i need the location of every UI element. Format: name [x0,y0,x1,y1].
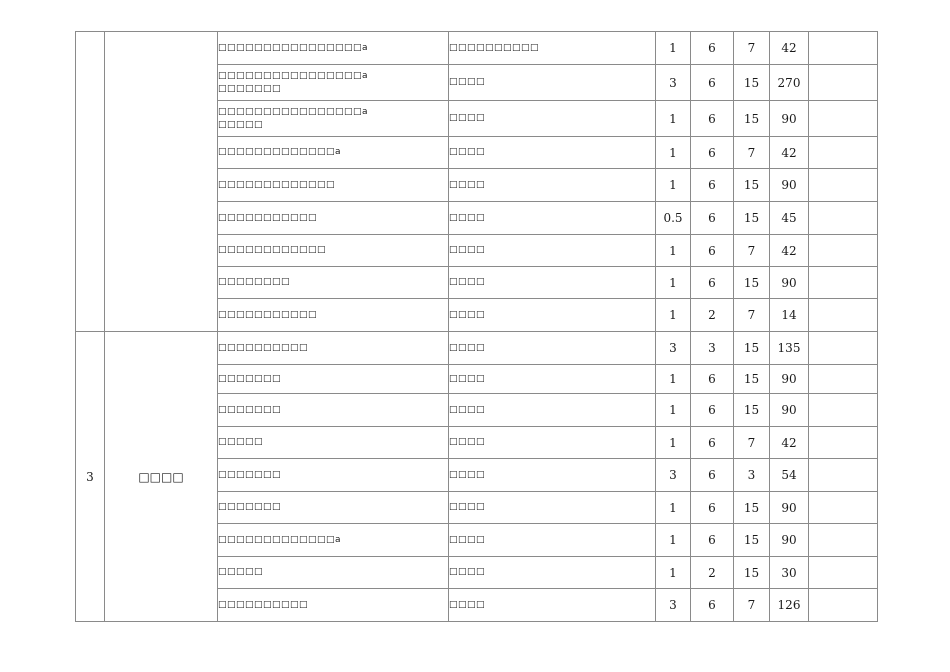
value-b-cell: 6 [691,394,734,427]
group-number-cell [76,32,105,332]
value-b-cell: 2 [691,557,734,589]
value-a-cell: 1 [656,365,691,394]
item-cell [218,101,449,137]
item-cell [218,459,449,492]
score-cell: 45 [770,202,809,235]
item-cell [218,299,449,332]
note-cell [809,202,878,235]
item-text: □□□□□□□□ [218,277,291,287]
value-a-cell: 1 [656,267,691,299]
requirement-cell: □□□□ [449,427,656,459]
note-cell [809,427,878,459]
score-cell: 90 [770,524,809,557]
value-b-cell: 6 [691,492,734,524]
item-cell [218,332,449,365]
item-text: □□□□□□□□□□□ [218,309,318,320]
value-b-cell: 6 [691,589,734,622]
requirement-cell: □□□□ [449,299,656,332]
value-b-cell: 6 [691,65,734,101]
note-cell [809,459,878,492]
value-c-cell: 15 [734,169,770,202]
note-cell [809,365,878,394]
item-text: □□□□□□□□□□□□□□□□a □□□□□ [218,106,369,130]
item-cell [218,65,449,101]
requirement-cell: □□□□ [449,394,656,427]
requirement-cell: □□□□ [449,267,656,299]
score-cell: 54 [770,459,809,492]
score-cell: 90 [770,365,809,394]
score-cell: 90 [770,267,809,299]
value-a-cell: 1 [656,169,691,202]
note-cell [809,394,878,427]
group-number-cell: 3 [76,332,105,622]
value-a-cell: 3 [656,65,691,101]
value-a-cell: 1 [656,32,691,65]
item-cell [218,235,449,267]
note-cell [809,169,878,202]
value-b-cell: 6 [691,202,734,235]
score-cell: 42 [770,32,809,65]
value-a-cell: 1 [656,299,691,332]
note-cell [809,32,878,65]
note-cell [809,235,878,267]
item-cell [218,32,449,65]
item-text: □□□□□□□ [218,469,282,480]
requirement-cell: □□□□ [449,169,656,202]
value-a-cell: 1 [656,235,691,267]
value-a-cell: 0.5 [656,202,691,235]
value-a-cell: 1 [656,427,691,459]
value-b-cell: 6 [691,137,734,169]
item-cell [218,267,449,299]
score-cell: 14 [770,299,809,332]
item-cell [218,365,449,394]
value-a-cell: 3 [656,589,691,622]
value-a-cell: 1 [656,101,691,137]
table-row [76,332,878,365]
item-text: □□□□□ [218,567,264,577]
requirement-cell: □□□□□□□□□□ [449,32,656,65]
value-c-cell: 7 [734,137,770,169]
item-cell [218,137,449,169]
item-cell [218,492,449,524]
requirement-cell: □□□□ [449,65,656,101]
score-cell: 42 [770,137,809,169]
requirement-cell: □□□□ [449,557,656,589]
value-c-cell: 15 [734,524,770,557]
item-text: □□□□□□□□□□□□□ [218,179,336,190]
score-cell: 42 [770,427,809,459]
note-cell [809,65,878,101]
value-c-cell: 15 [734,394,770,427]
item-text: □□□□□□□□□□□□□a [218,147,342,157]
score-cell: 135 [770,332,809,365]
note-cell [809,589,878,622]
value-b-cell: 2 [691,299,734,332]
requirement-cell: □□□□ [449,459,656,492]
item-text: □□□□□□□ [218,373,282,384]
value-b-cell: 6 [691,235,734,267]
value-c-cell: 7 [734,589,770,622]
requirement-cell: □□□□ [449,365,656,394]
value-c-cell: 15 [734,365,770,394]
requirement-cell: □□□□ [449,492,656,524]
value-b-cell: 6 [691,459,734,492]
item-text: □□□□□□□ [218,404,282,415]
value-c-cell: 15 [734,492,770,524]
value-b-cell: 6 [691,169,734,202]
note-cell [809,299,878,332]
value-b-cell: 6 [691,101,734,137]
note-cell [809,137,878,169]
value-b-cell: 6 [691,365,734,394]
requirement-cell: □□□□ [449,524,656,557]
value-a-cell: 3 [656,332,691,365]
note-cell [809,524,878,557]
score-cell: 126 [770,589,809,622]
score-table [75,31,878,622]
table-body [76,32,878,622]
value-c-cell: 15 [734,202,770,235]
item-cell [218,524,449,557]
note-cell [809,557,878,589]
requirement-cell: □□□□ [449,589,656,622]
score-cell: 90 [770,101,809,137]
value-c-cell: 7 [734,299,770,332]
value-c-cell: 7 [734,427,770,459]
table-row [76,32,878,65]
item-cell [218,589,449,622]
item-text: □□□□□□□□□□ [218,599,309,610]
score-cell: 90 [770,169,809,202]
score-cell: 90 [770,394,809,427]
item-text: □□□□□□□□□□□□□a [218,534,342,545]
value-a-cell: 1 [656,492,691,524]
value-c-cell: 15 [734,557,770,589]
item-cell [218,202,449,235]
score-cell: 30 [770,557,809,589]
value-c-cell: 7 [734,235,770,267]
value-a-cell: 1 [656,394,691,427]
requirement-cell: □□□□ [449,235,656,267]
item-cell [218,557,449,589]
item-cell [218,427,449,459]
value-c-cell: 15 [734,332,770,365]
score-cell: 270 [770,65,809,101]
note-cell [809,332,878,365]
value-c-cell: 7 [734,32,770,65]
value-a-cell: 3 [656,459,691,492]
note-cell [809,101,878,137]
requirement-cell: □□□□ [449,332,656,365]
item-text: □□□□□□□□□□ [218,342,309,353]
value-b-cell: 6 [691,524,734,557]
value-c-cell: 15 [734,101,770,137]
item-text: □□□□□□□□□□□□□□□□a [218,42,369,53]
item-cell [218,169,449,202]
item-text: □□□□□□□□□□□□□□□□a □□□□□□□ [218,70,369,94]
value-a-cell: 1 [656,557,691,589]
value-b-cell: 3 [691,332,734,365]
group-category-cell [105,32,218,332]
value-b-cell: 6 [691,427,734,459]
item-text: □□□□□□□□□□□ [218,212,318,223]
value-c-cell: 3 [734,459,770,492]
requirement-cell: □□□□ [449,202,656,235]
value-a-cell: 1 [656,137,691,169]
requirement-cell: □□□□ [449,137,656,169]
item-cell [218,394,449,427]
value-b-cell: 6 [691,32,734,65]
note-cell [809,267,878,299]
item-text: □□□□□ [218,437,264,447]
value-c-cell: 15 [734,267,770,299]
value-b-cell: 6 [691,267,734,299]
item-text: □□□□□□□□□□□□ [218,245,327,255]
value-a-cell: 1 [656,524,691,557]
group-category-cell: □□□□ [105,332,218,622]
score-cell: 42 [770,235,809,267]
score-cell: 90 [770,492,809,524]
requirement-cell: □□□□ [449,101,656,137]
value-c-cell: 15 [734,65,770,101]
item-text: □□□□□□□ [218,502,282,512]
note-cell [809,492,878,524]
